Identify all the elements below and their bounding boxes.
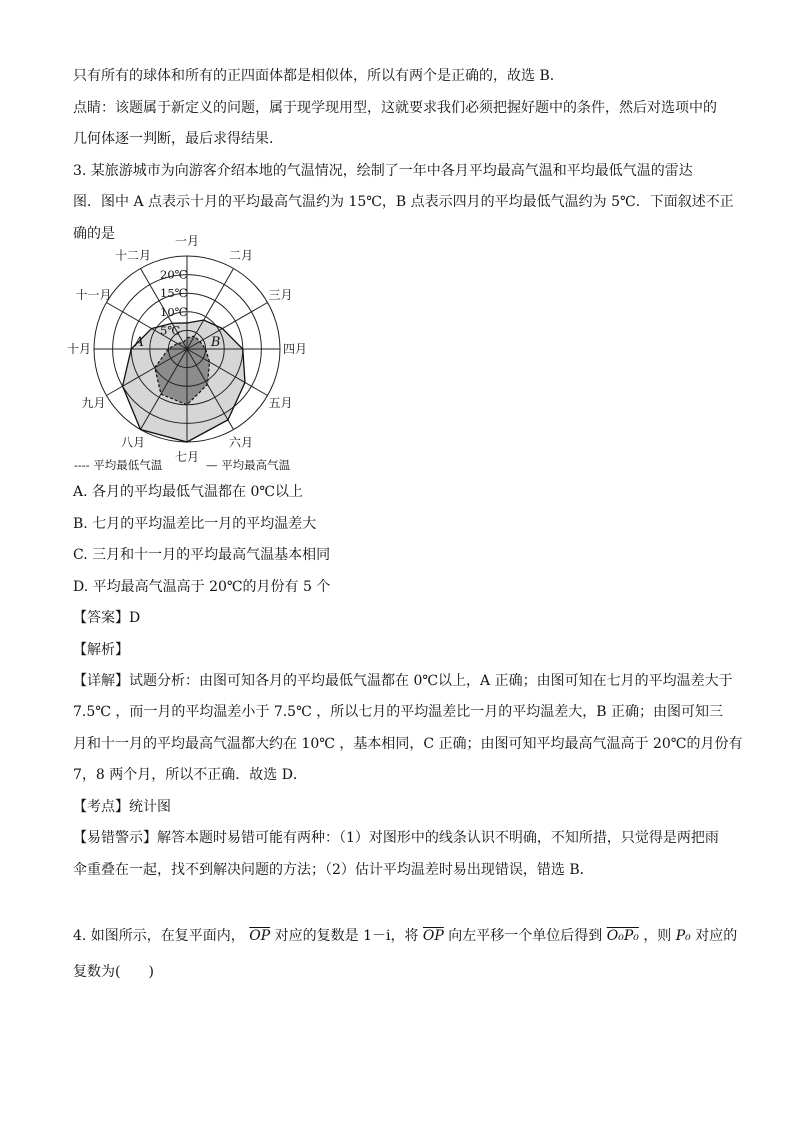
comment-line-1: 点睛：该题属于新定义的问题，属于现学现用型，这就要求我们必须把握好题中的条件，然后对选项中的 <box>73 100 717 116</box>
vector-o0p0: O₀P₀ <box>606 928 639 944</box>
month-label-4: 四月 <box>282 342 308 356</box>
month-label-5: 五月 <box>268 396 293 410</box>
vector-op-2: $\overline{OP}$ <box>422 928 444 944</box>
month-label-11: 十一月 <box>75 288 112 302</box>
month-label-2: 二月 <box>228 248 254 263</box>
q4-text-1: 4. 如图所示，在复平面内， <box>73 928 245 944</box>
point-label-b: B <box>210 335 221 350</box>
detail-line-3: 月和十一月的平均最高气温都大约在 10℃ ，基本相同，C 正确；由图可知平均最高气温高于 20℃的月份有 <box>73 736 743 752</box>
month-label-9: 九月 <box>81 396 106 410</box>
option-b: B. 七月的平均温差比一月的平均温差大 <box>73 516 317 532</box>
q4-stem-line-2: 复数为( ) <box>73 964 154 980</box>
legend-high: — 平均最高气温 <box>206 458 291 472</box>
q4-text-4: ，则 <box>643 928 672 944</box>
ring-label-4: 20℃ <box>160 267 188 282</box>
point-p0: P₀ <box>675 928 691 944</box>
month-label-6: 六月 <box>228 435 254 450</box>
ring-label-2: 10℃ <box>160 304 188 319</box>
q3-stem-line-2: 图．图中 A 点表示十月的平均最高气温约为 15℃，B 点表示四月的平均最低气温约为 5℃．下面叙述不正 <box>73 194 734 210</box>
warning-line-2: 伞重叠在一起，找不到解决问题的方法；（2）估计平均温差时易出现错误，错选 B． <box>73 862 594 878</box>
kaodian-line: 【考点】统计图 <box>73 799 171 815</box>
q3-stem-line-1: 3. 某旅游城市为向游客介绍本地的气温情况，绘制了一年中各月平均最高气温和平均最低气温的雷达 <box>73 163 693 179</box>
q4-stem-line-1 <box>73 926 737 946</box>
answer-label: 【答案】D <box>73 610 141 626</box>
ring-label-3: 15℃ <box>160 286 188 301</box>
option-a: A. 各月的平均最低气温都在 0℃以上 <box>73 484 304 500</box>
warning-line-1: 【易错警示】解答本题时易错可能有两种：（1）对图形中的线条认识不明确，不知所措，只觉得是两把雨 <box>73 830 719 846</box>
month-label-10: 十月 <box>66 342 92 356</box>
month-label-1: 一月 <box>174 234 200 248</box>
prev-answer-line: 只有所有的球体和所有的正四面体都是相似体，所以有两个是正确的，故选 B. <box>73 68 555 84</box>
ring-label-1: 5℃ <box>160 323 181 338</box>
month-label-3: 三月 <box>268 288 293 302</box>
detail-line-1: 【详解】试题分析：由图可知各月的平均最低气温都在 0℃以上，A 正确；由图可知在七月的平均温差大于 <box>73 673 733 689</box>
detail-line-4: 7，8 两个月，所以不正确．故选 D． <box>73 767 307 783</box>
option-c: C. 三月和十一月的平均最高气温基本相同 <box>73 547 331 563</box>
q4-text-2: 对应的复数是 1－i，将 <box>274 928 419 944</box>
point-label-a: A <box>134 335 144 350</box>
q4-text-3: 向左平移一个单位后得到 <box>448 928 603 944</box>
comment-line-2: 几何体逐一判断，最后求得结果. <box>73 131 274 147</box>
analysis-label: 【解析】 <box>73 642 129 658</box>
month-label-8: 八月 <box>120 435 146 450</box>
month-label-12: 十二月 <box>114 248 152 263</box>
q3-stem-line-3: 确的是 <box>73 226 115 242</box>
detail-line-2: 7.5℃ ，而一月的平均温差小于 7.5℃ ，所以七月的平均温差比一月的平均温差大，B 正确；由图可知三 <box>73 704 723 720</box>
month-label-7: 七月 <box>174 450 200 464</box>
q4-text-5: 对应的 <box>695 928 738 944</box>
vector-op-1: $\overline{OP}$ <box>249 928 271 944</box>
legend-low: ---- 平均最低气温 <box>74 458 163 472</box>
option-d: D. 平均最高气温高于 20℃的月份有 5 个 <box>73 579 331 595</box>
